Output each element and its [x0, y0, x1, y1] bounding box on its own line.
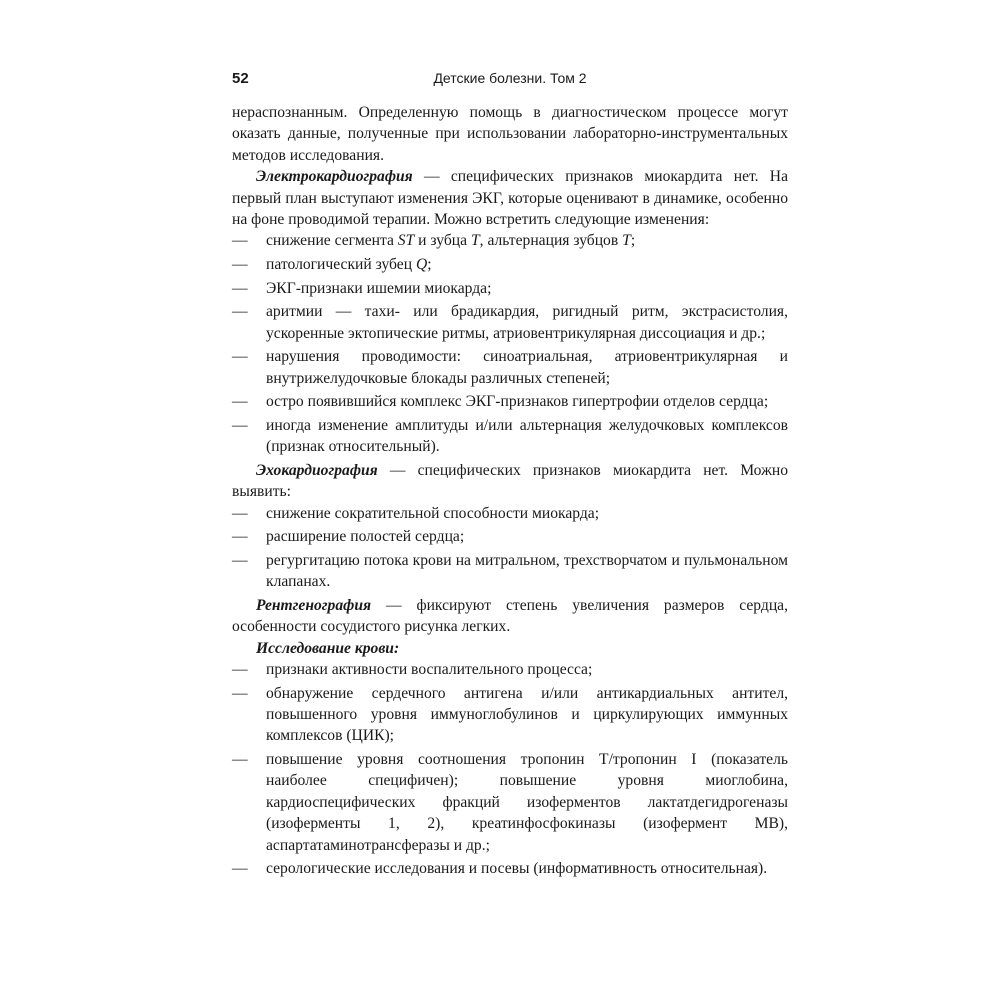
item-text: остро появившийся комплекс ЭКГ-признаков гипертрофии отделов сердца;	[266, 393, 769, 411]
item-text: повышение уровня соотношения тропонин T/тропонин I (показатель наиболее специфичен); повышение уровня миоглобина, кардиоспецифических фракций изоферментов лактатдегидрогеназы (изоферменты 1, 2), креатинфосфокиназы (изофермент MB), аспартатаминотрансферазы и др.;	[266, 751, 788, 854]
dash-mark: —	[232, 528, 248, 546]
item-text: обнаружение сердечного антигена и/или антикардиальных антител, повышенного уровня иммуноглобулинов и циркулирующих иммунных комплексов (ЦИК);	[266, 684, 788, 745]
item-text: иногда изменение амплитуды и/или альтернация желудочковых комплексов (признак относительный).	[266, 416, 788, 456]
item-text: патологический зубец	[266, 256, 416, 274]
xray-term: Рентгенография	[256, 596, 372, 614]
dash-mark: —	[232, 303, 248, 321]
ecg-list	[232, 230, 788, 457]
list-item	[232, 749, 788, 856]
running-head	[232, 66, 788, 92]
dash-mark: —	[232, 860, 248, 878]
list-item	[232, 683, 788, 747]
item-text: аритмии — тахи- или брадикардия, ригидный ритм, экстрасистолия, ускоренные эктопические ритмы, атриовентрикулярная диссоциация и др.;	[266, 303, 788, 342]
ecg-paragraph	[232, 166, 788, 230]
item-text: ;	[630, 232, 636, 250]
dash-mark: —	[232, 751, 248, 769]
st-symbol: ST	[397, 232, 415, 250]
book-page	[232, 66, 788, 882]
echo-paragraph	[232, 460, 788, 503]
t-symbol: T	[622, 232, 631, 250]
list-item	[232, 346, 788, 389]
item-text: ЭКГ-признаки ишемии миокарда;	[266, 279, 492, 297]
book-title: Детские болезни. Том 2	[433, 70, 587, 86]
list-item	[232, 858, 788, 879]
list-item	[232, 230, 788, 251]
xray-text: — фиксируют степень увеличения размеров сердца, особенности сосудистого рисунка легких.	[232, 596, 788, 636]
dash-mark: —	[232, 348, 248, 366]
list-item	[232, 278, 788, 299]
item-text: регургитацию потока крови на митральном, трехстворчатом и пульмональном клапанах.	[266, 551, 788, 591]
page-number: 52	[232, 70, 249, 87]
dash-mark: —	[232, 661, 248, 679]
blood-heading	[232, 638, 788, 659]
intro-paragraph: нераспознанным. Определенную помощь в диагностическом процессе могут оказать данные, полученные при использовании лабораторно-инструментальных методов исследования.	[232, 104, 788, 164]
item-text: нарушения проводимости: синоатриальная, атриовентрикулярная и внутрижелудочковые блокады различных степеней;	[266, 348, 788, 387]
xray-paragraph	[232, 595, 788, 638]
list-item	[232, 659, 788, 680]
echo-text: — специфических признаков миокардита нет. Можно выявить:	[232, 461, 788, 501]
list-item	[232, 391, 788, 412]
dash-mark: —	[232, 232, 248, 250]
dash-mark: —	[232, 551, 248, 569]
item-text: и зубца	[414, 232, 471, 250]
ecg-text: — специфических признаков миокардита нет. На первый план выступают изменения ЭКГ, которые оценивают в динамике, особенно на фоне проводимой терапии. Можно встретить следующие изменения:	[232, 168, 788, 229]
item-text: расширение полостей сердца;	[266, 528, 465, 546]
echo-term: Эхокардиография	[256, 461, 378, 479]
list-item	[232, 503, 788, 524]
blood-list	[232, 659, 788, 880]
t-symbol: T	[470, 232, 480, 250]
dash-mark: —	[232, 279, 248, 297]
item-text: снижение сократительной способности миокарда;	[266, 504, 600, 522]
item-text: признаки активности воспалительного процесса;	[266, 661, 593, 679]
dash-mark: —	[232, 684, 248, 702]
list-item	[232, 301, 788, 344]
body-text	[232, 102, 788, 880]
item-text: серологические исследования и посевы (информативность относительная).	[266, 860, 768, 878]
echo-list	[232, 503, 788, 593]
dash-mark: —	[232, 393, 248, 411]
item-text: ;	[427, 256, 432, 274]
dash-mark: —	[232, 416, 248, 434]
ecg-term: Электрокардиография	[256, 168, 413, 186]
blood-term: Исследование крови:	[256, 639, 400, 657]
list-item	[232, 254, 788, 275]
list-item	[232, 415, 788, 458]
q-symbol: Q	[415, 256, 428, 274]
list-item	[232, 526, 788, 547]
item-text: , альтернация зубцов	[479, 232, 623, 250]
item-text: снижение сегмента	[266, 232, 398, 250]
dash-mark: —	[232, 256, 248, 274]
dash-mark: —	[232, 504, 248, 522]
list-item	[232, 550, 788, 593]
